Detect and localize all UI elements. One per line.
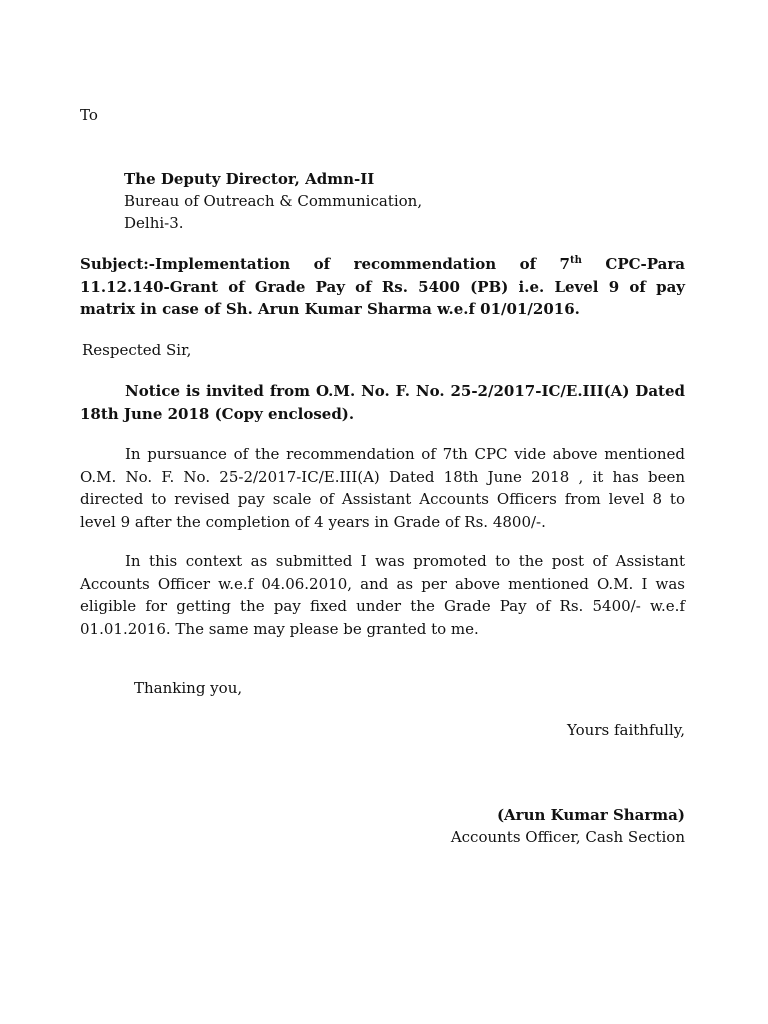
body-paragraph-1 [80,443,685,533]
subject-line [80,253,685,321]
notice-paragraph [80,380,685,425]
subject-sup: th [570,255,582,266]
paragraph-2-text: In this context as submitted I was promoted to the post of Assistant Accounts Officer w.e.f 04.06.2010, and as per above mentioned O.M. I was eligible for getting the pay fixed under the Grade Pay of Rs. 5400/- w.e.f 01.01.2016. The same may please be granted to me. [80,552,685,638]
thanks-line: Thanking you, [134,679,243,697]
signatory-designation: Accounts Officer, Cash Section [450,828,685,846]
recipient-title: The Deputy Director, Admn-II [124,170,375,188]
subject-prefix: Subject:-Implementation of recommendation of 7 [80,255,570,273]
closing-line: Yours faithfully, [567,721,685,739]
paragraph-1-text: In pursuance of the recommendation of 7th CPC vide above mentioned O.M. No. F. No. 25-2/2017-IC/E.III(A) Dated 18th June 2018 , it has been directed to revised pay scale of Assistant Accounts Officers from level 8 to level 9 after the completion of 4 years in Grade of Rs. 4800/-. [80,445,685,531]
to-label: To [80,106,98,124]
notice-text: Notice is invited from O.M. No. F. No. 25-2/2017-IC/E.III(A) Dated 18th June 2018 (Copy enclosed). [80,382,685,423]
signatory-name: (Arun Kumar Sharma) [496,806,685,824]
recipient-city: Delhi-3. [124,214,184,232]
greeting: Respected Sir, [82,341,192,359]
body-paragraph-2 [80,550,685,640]
subject-rest: CPC-Para 11.12.140-Grant of Grade Pay of Rs. 5400 (PB) i.e. Level 9 of pay matrix in case of Sh. Arun Kumar Sharma w.e.f 01/01/2016. [80,255,685,318]
recipient-org: Bureau of Outreach & Communication, [124,192,423,210]
